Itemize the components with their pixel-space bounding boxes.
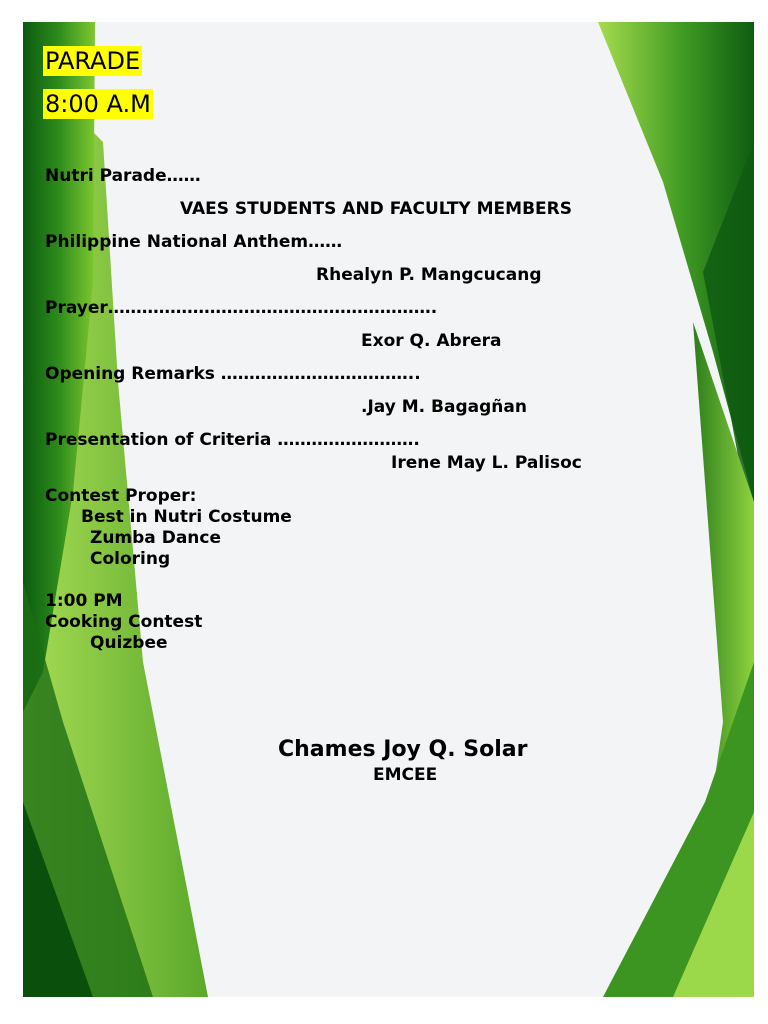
afternoon-item: Quizbee <box>90 633 168 653</box>
program-item-prayer-by: Exor Q. Abrera <box>361 331 502 351</box>
program-item-anthem: Philippine National Anthem…… <box>45 232 343 252</box>
contest-item: Best in Nutri Costume <box>81 507 292 527</box>
afternoon-item: Cooking Contest <box>45 612 203 632</box>
program-item-prayer: Prayer…………………………………………………. <box>45 298 438 318</box>
emcee-name: Chames Joy Q. Solar <box>278 737 528 762</box>
emcee-role: EMCEE <box>373 765 438 785</box>
contest-heading: Contest Proper: <box>45 486 197 506</box>
contest-item: Coloring <box>90 549 171 569</box>
event-time: 8:00 A.M <box>45 90 151 118</box>
program-item-opening: Opening Remarks …………………………….. <box>45 364 421 384</box>
afternoon-time: 1:00 PM <box>45 591 123 611</box>
event-title: PARADE <box>45 47 141 75</box>
program-item-opening-by: .Jay M. Bagagñan <box>361 397 527 417</box>
program-item-nutri-parade-by: VAES STUDENTS AND FACULTY MEMBERS <box>180 199 572 219</box>
program-item-nutri-parade: Nutri Parade…… <box>45 166 201 186</box>
program-item-anthem-by: Rhealyn P. Mangcucang <box>316 265 542 285</box>
program-page <box>23 22 754 997</box>
contest-item: Zumba Dance <box>90 528 221 548</box>
program-item-criteria: Presentation of Criteria ……………………. <box>45 430 420 450</box>
program-item-criteria-by: Irene May L. Palisoc <box>391 453 582 473</box>
